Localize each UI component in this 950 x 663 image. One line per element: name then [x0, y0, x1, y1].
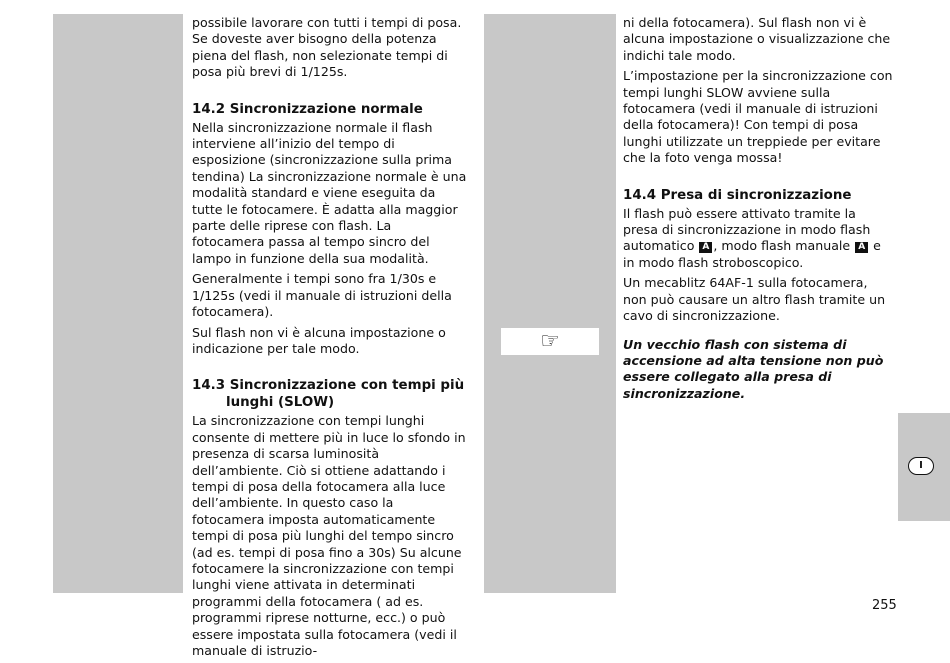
warning-note: Un vecchio flash con sistema di accensione ad alta tensione non può essere collegato alla presa di sincronizzazione. — [623, 336, 884, 401]
section-14-4-paragraph-2: Un mecablitz 64AF-1 sulla fotocamera, non può causare un altro flash tramite un cavo di sincronizzazione. — [623, 275, 886, 324]
left-margin-bar — [53, 14, 183, 593]
flash-manual-mode-badge: A — [855, 242, 868, 253]
section-14-2-paragraph-2: Generalmente i tempi sono fra 1/30s e 1/125s (vedi il manuale di istruzioni della fotocamera). — [192, 271, 452, 320]
language-indicator: I — [908, 457, 934, 475]
section-14-4-paragraph-1 — [623, 206, 893, 272]
pointing-hand-icon: ☞ — [540, 329, 560, 354]
sync-text-part-2: , modo flash manuale — [713, 238, 851, 254]
section-14-4-heading: 14.4 Presa di sincronizzazione — [623, 187, 852, 203]
page-number: 255 — [872, 598, 897, 613]
middle-margin-bar — [484, 14, 616, 593]
note-marker-box — [501, 328, 599, 355]
section-14-3-paragraph-1: La sincronizzazione con tempi lunghi consente di mettere più in luce lo sfondo in presenza di scarsa luminosità dell’ambiente. Ciò si ottiene adattando i tempi di posa della fotocamera alla luce dell’ambiente. In questo caso la fotocamera imposta automaticamente tempi di posa più lunghi del tempo sincro (ad es. tempi di posa fino a 30s) Su alcune fotocamere la sincronizzazione con tempi lunghi viene attivata in determinati programmi della fotocamera ( ad es. programmi riprese notturne, ecc.) o può essere impostata sulla fotocamera (vedi il manuale di istruzio- — [192, 413, 466, 658]
section-14-2-paragraph-1: Nella sincronizzazione normale il flash interviene all’inizio del tempo di esposizione (sincronizzazione sulla prima tendina) La sincronizzazione normale è una modalità standard e viene eseguita da tutte le fotocamere. È adatta alla maggior parte delle riprese con flash. La fotocamera passa al tempo sincro del lampo in funzione della sua modalità. — [192, 119, 467, 266]
section-14-3-heading: 14.3 Sincronizzazione con tempi più lunghi (SLOW) — [192, 378, 465, 411]
slow-setting-paragraph: L’impostazione per la sincronizzazione con tempi lunghi SLOW avviene sulla fotocamera (vedi il manuale di istruzioni della fotocamera)! Con tempi di posa lunghi utilizzate un treppiede per evitare che la foto venga mossa! — [623, 68, 893, 166]
left-intro-paragraph: possibile lavorare con tutti i tempi di posa. Se doveste aver bisogno della potenza piena del flash, non selezionate tempi di posa più brevi di 1/125s. — [192, 15, 462, 80]
right-text-column — [623, 15, 893, 406]
left-text-column — [192, 15, 467, 663]
section-14-2-heading: 14.2 Sincronizzazione normale — [192, 101, 423, 117]
sync-text-part-1: Il flash può essere attivato tramite la presa di sincronizzazione in modo flash automatico — [623, 205, 871, 254]
sync-text-part-3: e in modo flash stroboscopico. — [623, 238, 881, 270]
flash-auto-mode-badge: A — [699, 242, 712, 253]
section-14-2-paragraph-3: Sul flash non vi è alcuna impostazione o indicazione per tale modo. — [192, 324, 446, 356]
right-intro-paragraph: ni della fotocamera). Sul flash non vi è alcuna impostazione o visualizzazione che indichi tale modo. — [623, 15, 891, 63]
